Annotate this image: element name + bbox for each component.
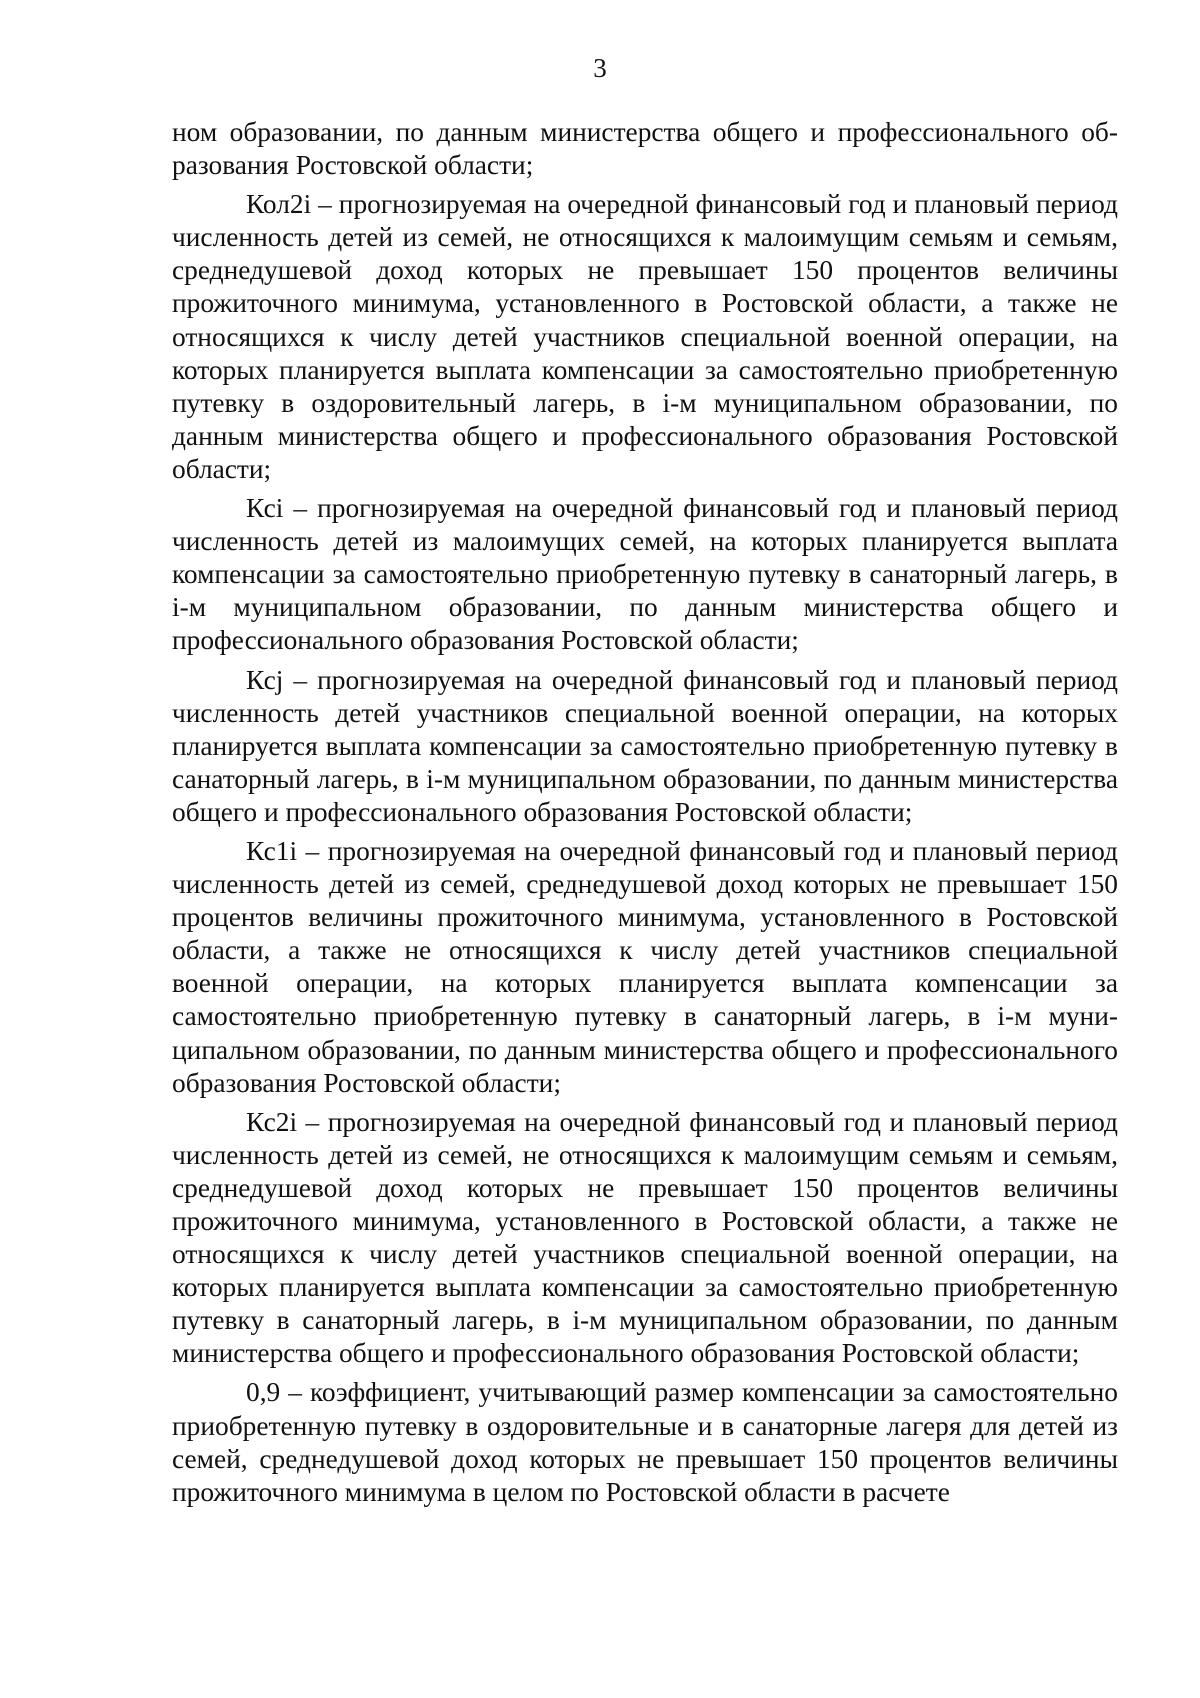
paragraph-kol2i: Кол2i – прогнозируемая на очередной финансовый год и плановый период численность детей из семей, не относящихся к малоимущим семьям и семьям, среднедушевой доход которых не превышает 150 процентов величины прожиточного минимума, установленного в Ростовской области, а также не относящихся к числу детей участников специальной военной операции, на которых планируется выплата компенсации за самостоятельно приобретенную путевку в оздоровительный лагерь, в i-м муниципальном образовании, по данным министерства общего и профессионального образования Ростовской области; xyxy=(172,189,1118,484)
page-number: 3 xyxy=(593,53,607,83)
paragraph-coefficient: 0,9 – коэффициент, учитывающий размер компенсации за самостоятельно приобретенную путевку в оздоровительные и в санаторные лагеря для детей из семей, среднедушевой доход которых не превышает 150 процентов величины прожиточного минимума в целом по Ростовской области в расчете xyxy=(172,1377,1118,1507)
paragraph-ksi: Ксi – прогнозируемая на очередной финансовый год и плановый период численность детей из малоимущих семей, на которых планируется выплата компенсации за самостоятельно приобретенную путевку в санаторный лагерь, в i-м муниципальном образовании, по данным министерства общего и профессионального образования Ростовской области; xyxy=(172,493,1118,656)
paragraph-ks1i: Кс1i – прогнозируемая на очередной финансовый год и плановый период численность детей из семей, среднедушевой доход которых не превышает 150 процентов величины прожиточного минимума, установленного в Ростовской области, а также не относящихся к числу детей участников специальной военной операции, на которых планируется выплата компенсации за самостоятельно приобретенную путевку в санаторный лагерь, в i-м муниципальном образовании, по данным министерства общего и профессионального образования Ростовской области; xyxy=(172,835,1118,1098)
paragraph-continuation: ном образовании, по данным министерства общего и профессионального образования Ростовской области; xyxy=(172,117,1118,181)
paragraph-ks2i: Кс2i – прогнозируемая на очередной финансовый год и плановый период численность детей из семей, не относящихся к малоимущим семьям и семьям, среднедушевой доход которых не превышает 150 процентов величины прожиточного минимума, установленного в Ростовской области, а также не относящихся к числу детей участников специальной военной операции, на которых планируется выплата компенсации за самостоятельно приобретенную путевку в санаторный лагерь, в i-м муниципальном образовании, по данным министерства общего и профессионального образования Ростовской области; xyxy=(172,1106,1118,1369)
document-body xyxy=(172,116,1118,1515)
paragraph-ksj: Ксj – прогнозируемая на очередной финансовый год и плановый период численность детей участников специальной военной операции, на которых планируется выплата компенсации за самостоятельно приобретенную путевку в санаторный лагерь, в i-м муниципальном образовании, по данным министерства общего и профессионального образования Ростовской области; xyxy=(172,664,1118,827)
